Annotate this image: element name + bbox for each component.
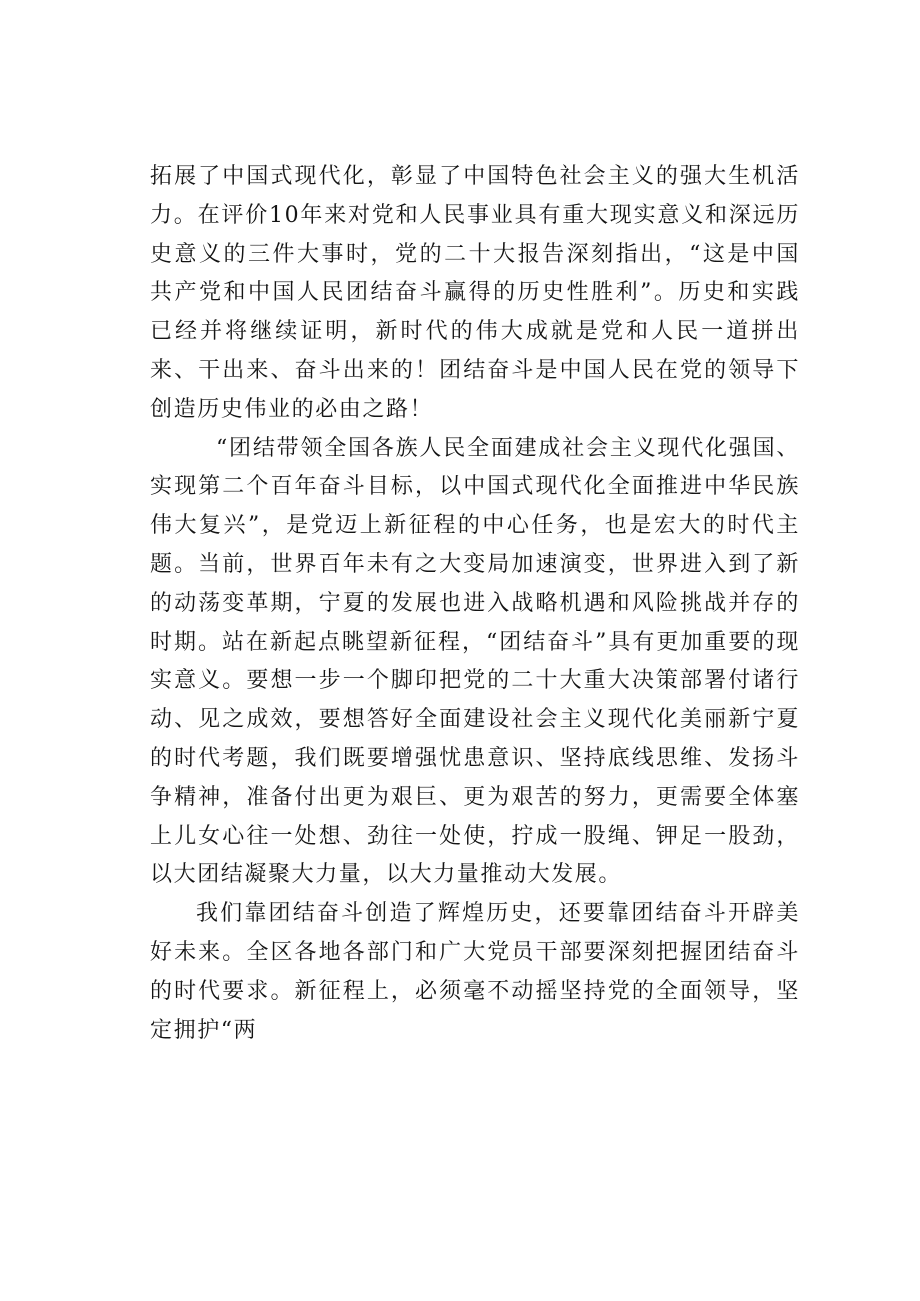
paragraph-3: 我们靠团结奋斗创造了辉煌历史，还要靠团结奋斗开辟美好未来。全区各地各部门和广大党员干部要深刻把握团结奋斗的时代要求。新征程上，必须毫不动摇坚持党的全面领导，坚定拥护“两 — [150, 901, 800, 1043]
document-body — [150, 158, 800, 1050]
paragraph-1: 拓展了中国式现代化，彰显了中国特色社会主义的强大生机活力。在评价10年来对党和人民事业具有重大现实意义和深远历史意义的三件大事时，党的二十大报告深刻指出，“这是中国共产党和中国人民团结奋斗赢得的历史性胜利”。历史和实践已经并将继续证明，新时代的伟大成就是党和人民一道拼出来、干出来、奋斗出来的！团结奋斗是中国人民在党的领导下创造历史伟业的必由之路！ — [150, 164, 800, 422]
paragraph-2: “团结带领全国各族人民全面建成社会主义现代化强国、实现第二个百年奋斗目标，以中国式现代化全面推进中华民族伟大复兴”，是党迈上新征程的中心任务，也是宏大的时代主题。当前，世界百年未有之大变局加速演变，世界进入到了新的动荡变革期，宁夏的发展也进入战略机遇和风险挑战并存的时期。站在新起点眺望新征程，“团结奋斗”具有更加重要的现实意义。要想一步一个脚印把党的二十大重大决策部署付诸行动、见之成效，要想答好全面建设社会主义现代化美丽新宁夏的时代考题，我们既要增强忧患意识、坚持底线思维、发扬斗争精神，准备付出更为艰巨、更为艰苦的努力，更需要全体塞上儿女心往一处想、劲往一处使，拧成一股绳、钾足一股劲，以大团结凝聚大力量，以大力量推动大发展。 — [150, 435, 800, 888]
